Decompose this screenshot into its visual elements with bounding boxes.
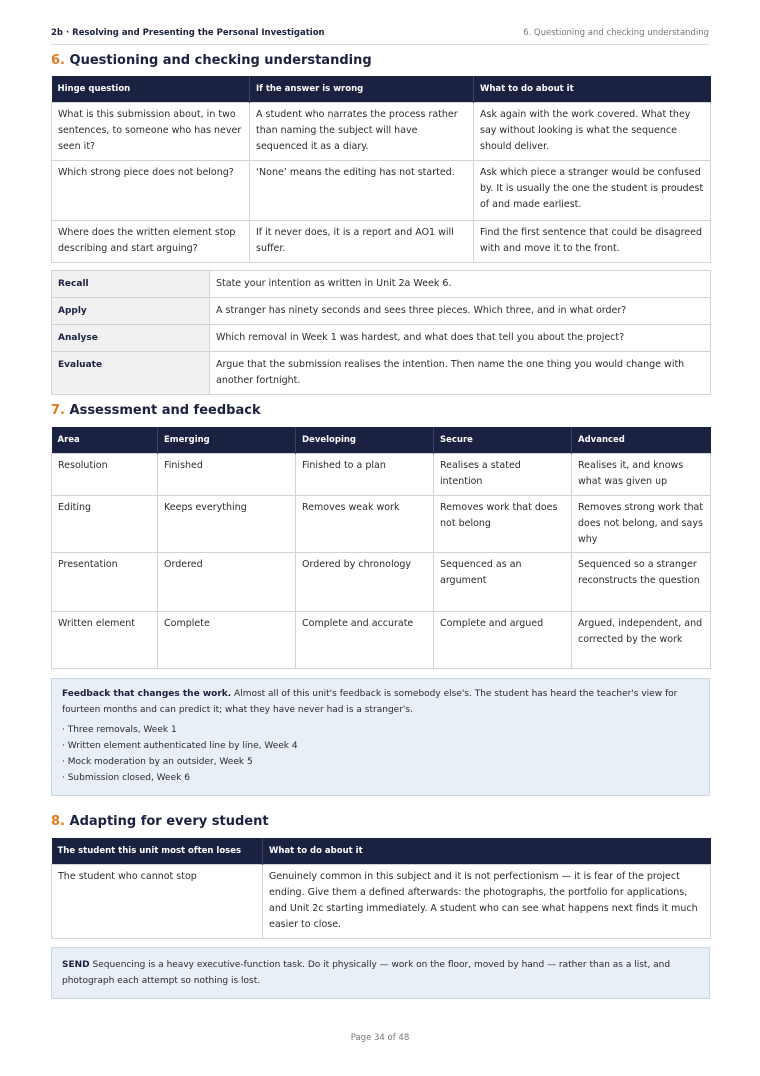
table-cell: Ordered [158, 552, 296, 611]
column-header: Area [52, 427, 158, 453]
column-header: The student this unit most often loses [52, 838, 263, 864]
question-text: Which removal in Week 1 was hardest, and what does that tell you about the project? [210, 325, 711, 352]
table-cell: Resolution [52, 453, 158, 495]
table-cell: Find the first sentence that could be disagreed with and move it to the front. [474, 220, 711, 262]
list-item: · Three removals, Week 1 [62, 725, 177, 735]
question-text: A stranger has ninety seconds and sees three pieces. Which three, and in what order? [210, 298, 711, 325]
table-cell: Removes work that does not belong [434, 495, 572, 552]
section-6-heading [51, 53, 372, 68]
list-item: · Mock moderation by an outsider, Week 5 [62, 757, 253, 767]
table-row [52, 325, 711, 352]
column-header: Developing [296, 427, 434, 453]
section-number: 7. [51, 403, 65, 418]
send-text: Sequencing is a heavy executive-function task. Do it physically — work on the floor, moved by hand — rather than as a list, and photograph each attempt so nothing is lost. [62, 960, 671, 986]
table-row [52, 271, 711, 298]
column-header: If the answer is wrong [250, 76, 474, 102]
table-header-row [52, 76, 711, 102]
table-cell: Sequenced so a stranger reconstructs the question [572, 552, 711, 611]
running-header [51, 28, 709, 45]
question-level-label: Apply [52, 298, 210, 325]
table-cell: Argued, independent, and corrected by the work [572, 611, 711, 668]
table-header-row [52, 427, 711, 453]
send-callout [51, 947, 710, 999]
send-paragraph [62, 957, 699, 989]
column-header: What to do about it [474, 76, 711, 102]
table-row [52, 298, 711, 325]
section-7-heading [51, 403, 261, 418]
feedback-paragraph [62, 686, 699, 718]
table-cell: Complete and accurate [296, 611, 434, 668]
section-title: Adapting for every student [69, 814, 269, 829]
list-item: · Submission closed, Week 6 [62, 773, 190, 783]
table-cell: ‘None’ means the editing has not started. [250, 160, 474, 220]
table-cell: Where does the written element stop describing and start arguing? [52, 220, 250, 262]
table-cell: Sequenced as an argument [434, 552, 572, 611]
table-cell: Ordered by chronology [296, 552, 434, 611]
page-number: Page 34 of 48 [350, 1033, 410, 1043]
adapting-table [51, 838, 711, 939]
table-row [52, 611, 711, 668]
table-cell: Which strong piece does not belong? [52, 160, 250, 220]
table-cell: Realises it, and knows what was given up [572, 453, 711, 495]
table-row [52, 453, 711, 495]
table-cell: Written element [52, 611, 158, 668]
table-cell: Complete and argued [434, 611, 572, 668]
table-cell: Removes strong work that does not belong, and says why [572, 495, 711, 552]
table-row [52, 552, 711, 611]
table-cell: Complete [158, 611, 296, 668]
feedback-text: Almost all of this unit's feedback is somebody else's. The student has heard the teacher's view for fourteen months and can predict it; what they have never had is a stranger's. [62, 689, 678, 715]
feedback-lead: Feedback that changes the work. [62, 689, 232, 699]
table-cell: A student who narrates the process rather than naming the subject will have sequenced it as a diary. [250, 102, 474, 160]
question-text: State your intention as written in Unit 2a Week 6. [210, 271, 711, 298]
table-cell: Removes weak work [296, 495, 434, 552]
column-header: What to do about it [263, 838, 711, 864]
table-row [52, 495, 711, 552]
hinge-question-table [51, 76, 711, 263]
send-lead: SEND [62, 960, 90, 970]
assessment-rubric-table [51, 427, 711, 669]
feedback-list [62, 722, 699, 786]
question-text: Argue that the submission realises the intention. Then name the one thing you would change with another fortnight. [210, 352, 711, 395]
question-level-label: Analyse [52, 325, 210, 352]
table-cell: The student who cannot stop [52, 864, 263, 938]
table-header-row [52, 838, 711, 864]
column-header: Secure [434, 427, 572, 453]
table-cell: What is this submission about, in two sentences, to someone who has never seen it? [52, 102, 250, 160]
column-header: Hinge question [52, 76, 250, 102]
section-8-heading [51, 814, 269, 829]
table-cell: Ask again with the work covered. What they say without looking is what the sequence should deliver. [474, 102, 711, 160]
table-cell: Presentation [52, 552, 158, 611]
table-row [52, 102, 711, 160]
table-cell: Keeps everything [158, 495, 296, 552]
header-unit-title: 2b · Resolving and Presenting the Personal Investigation [51, 28, 325, 38]
section-title: Questioning and checking understanding [69, 53, 372, 68]
table-row [52, 220, 711, 262]
table-cell: If it never does, it is a report and AO1 will suffer. [250, 220, 474, 262]
table-cell: Finished [158, 453, 296, 495]
recall-apply-table [51, 270, 711, 395]
column-header: Advanced [572, 427, 711, 453]
section-title: Assessment and feedback [69, 403, 261, 418]
table-cell: Finished to a plan [296, 453, 434, 495]
section-number: 8. [51, 814, 65, 829]
table-cell: Ask which piece a stranger would be confused by. It is usually the one the student is proudest of and made earliest. [474, 160, 711, 220]
table-cell: Genuinely common in this subject and it is not perfectionism — it is fear of the project ending. Give them a defined afterwards: the photographs, the portfolio for applications, and Unit 2c starting immediately. A student who can see what happens next finds it much easier to close. [263, 864, 711, 938]
column-header: Emerging [158, 427, 296, 453]
table-row [52, 864, 711, 938]
feedback-callout [51, 678, 710, 796]
section-number: 6. [51, 53, 65, 68]
header-section-title: 6. Questioning and checking understanding [523, 28, 709, 38]
list-item: · Written element authenticated line by line, Week 4 [62, 741, 298, 751]
table-row [52, 160, 711, 220]
question-level-label: Evaluate [52, 352, 210, 395]
table-cell: Realises a stated intention [434, 453, 572, 495]
table-row [52, 352, 711, 395]
question-level-label: Recall [52, 271, 210, 298]
table-cell: Editing [52, 495, 158, 552]
